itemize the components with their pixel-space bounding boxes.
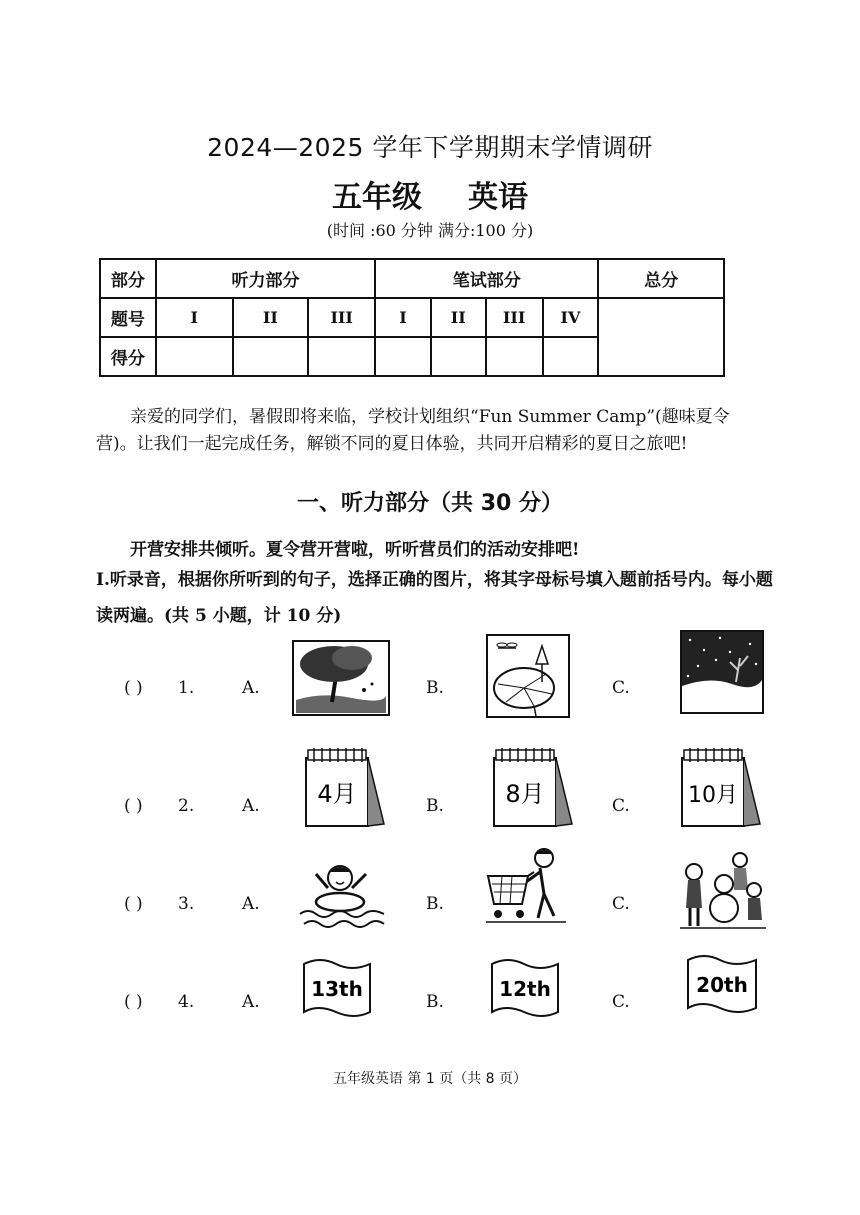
option-label: B.	[426, 894, 444, 914]
writing-number: III	[486, 298, 543, 337]
question-instruction: I.听录音，根据你所听到的句子，选择正确的图片，将其字母标号填入题前括号内。每小题读两遍。(共 5 小题，计 10 分)	[96, 570, 773, 626]
flag-icon	[300, 956, 374, 1022]
listening-number: II	[233, 298, 309, 337]
calendar-icon	[488, 748, 578, 834]
total-header: 总分	[598, 259, 724, 298]
section-intro: 开营安排共倾听。夏令营开营啦，听听营员们的活动安排吧!	[130, 540, 580, 560]
flag-icon	[488, 956, 562, 1022]
row-label-score: 得分	[100, 337, 156, 376]
question-number: 2.	[178, 796, 195, 816]
option-label: A.	[242, 678, 260, 698]
subject-label: 英语	[468, 180, 528, 215]
flag-icon	[684, 952, 760, 1018]
option-label: C.	[612, 678, 630, 698]
option-label: A.	[242, 796, 260, 816]
lotus-dragonfly-image	[486, 634, 570, 718]
score-table	[99, 258, 725, 377]
option-label: C.	[612, 992, 630, 1012]
question-number: 3.	[178, 894, 195, 914]
score-cell	[486, 337, 543, 376]
answer-blank[interactable]: ( )	[124, 992, 143, 1012]
shopping-cart-boy-image	[482, 846, 570, 930]
writing-header: 笔试部分	[375, 259, 598, 298]
flag-date-label: 12th	[499, 977, 551, 1001]
option-label: B.	[426, 992, 444, 1012]
calendar-month-label: 10月	[688, 783, 738, 808]
writing-number: IV	[543, 298, 599, 337]
page-footer: 五年级英语 第 1 页（共 8 页）	[332, 1071, 528, 1087]
writing-number: I	[375, 298, 431, 337]
question-row	[0, 956, 860, 1046]
total-score-cell	[598, 298, 724, 376]
grade-label: 五年级	[332, 180, 422, 215]
question-row	[0, 640, 860, 730]
score-cell	[233, 337, 309, 376]
question-row	[0, 752, 860, 842]
option-label: C.	[612, 796, 630, 816]
question-number: 4.	[178, 992, 195, 1012]
time-info: (时间 :60 分钟 满分:100 分)	[326, 221, 534, 240]
swimming-child-image	[296, 858, 388, 932]
answer-blank[interactable]: ( )	[124, 894, 143, 914]
option-label: B.	[426, 796, 444, 816]
question-row	[0, 856, 860, 946]
row-label-part: 部分	[100, 259, 156, 298]
answer-blank[interactable]: ( )	[124, 796, 143, 816]
option-label: B.	[426, 678, 444, 698]
calendar-icon	[300, 748, 390, 834]
calendar-month-label: 4月	[317, 780, 357, 808]
listening-number: I	[156, 298, 233, 337]
calendar-month-label: 8月	[505, 780, 545, 808]
exam-subtitle	[0, 172, 860, 216]
calendar-icon	[676, 748, 766, 834]
score-cell	[156, 337, 233, 376]
snowy-night-image	[680, 630, 764, 714]
option-label: C.	[612, 894, 630, 914]
option-label: A.	[242, 894, 260, 914]
listening-header: 听力部分	[156, 259, 375, 298]
exam-title: 2024—2025 学年下学期期末学情调研	[207, 133, 653, 162]
score-cell	[308, 337, 375, 376]
section-title: 一、听力部分（共 30 分）	[297, 491, 563, 516]
flag-date-label: 20th	[696, 973, 748, 997]
listening-number: III	[308, 298, 375, 337]
option-label: A.	[242, 992, 260, 1012]
question-number: 1.	[178, 678, 195, 698]
writing-number: II	[431, 298, 486, 337]
flag-date-label: 13th	[311, 977, 363, 1001]
row-label-number: 题号	[100, 298, 156, 337]
answer-blank[interactable]: ( )	[124, 678, 143, 698]
score-cell	[543, 337, 599, 376]
score-cell	[375, 337, 431, 376]
score-cell	[431, 337, 486, 376]
intro-paragraph: 亲爱的同学们，暑假即将来临，学校计划组织“Fun Summer Camp”(趣味夏令营)。让我们一起完成任务，解锁不同的夏日体验，共同开启精彩的夏日之旅吧!	[96, 407, 730, 454]
autumn-tree-image	[292, 640, 390, 716]
children-snowman-image	[678, 850, 768, 932]
